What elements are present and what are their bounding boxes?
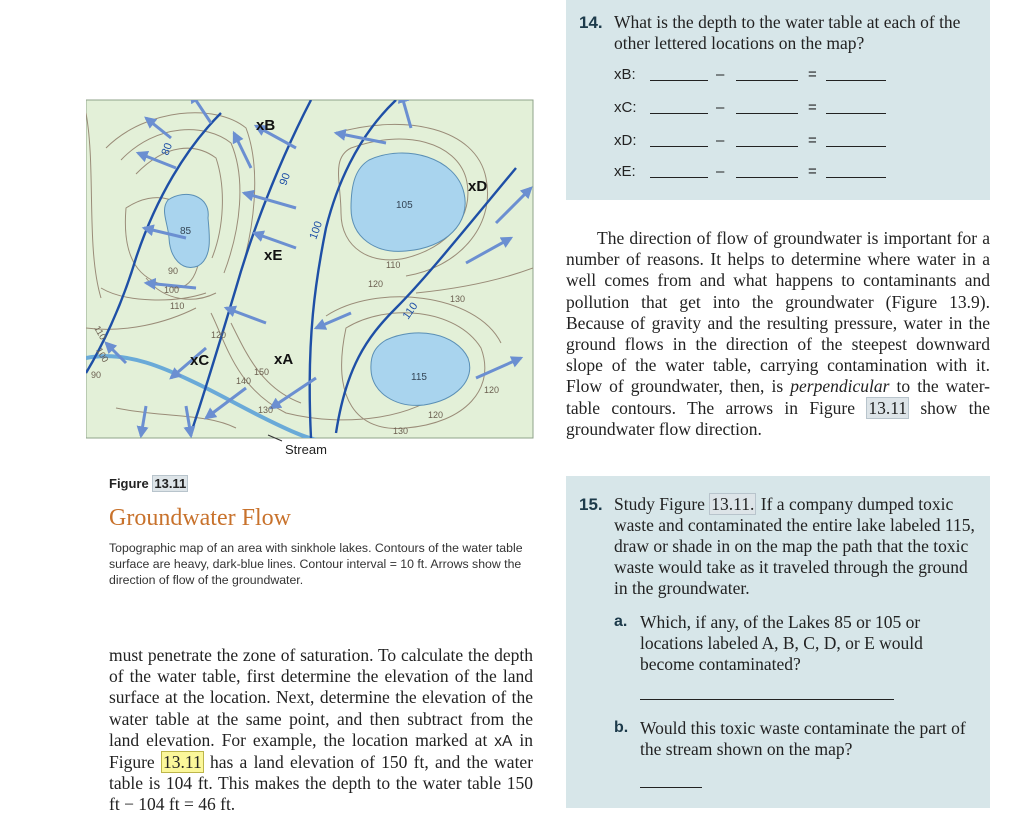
water-table-label: 110: [400, 300, 421, 322]
water-table-label: 100: [307, 219, 326, 242]
question-15-number: 15.: [579, 495, 603, 514]
figure-reference-link[interactable]: 13.11: [868, 397, 908, 418]
land-contour-label: 130: [450, 294, 466, 304]
paragraph-text: has a land elevation of 150 ft, and the water table is 104 ft. This makes the depth to the water table 150 ft − 104 ft = 46 ft.: [109, 752, 534, 815]
emphasis-text: perpendicular: [790, 376, 890, 397]
paragraph-text: show the groundwater flow direction.: [566, 397, 991, 439]
groundwater-flow-map: [86, 88, 536, 468]
answer-blank[interactable]: [650, 177, 708, 178]
location-xd: xD: [468, 178, 488, 195]
land-contour-label: 90: [168, 266, 179, 276]
answer-row-label: xE:: [614, 163, 636, 180]
answer-row-label: xB:: [614, 66, 636, 83]
figure-label-text: Figure: [109, 476, 149, 491]
location-xc: xC: [190, 352, 210, 369]
equals-sign: =: [808, 66, 817, 83]
answer-row-xb: [614, 66, 636, 83]
location-reference: xA: [494, 732, 513, 750]
land-contour-label: 110: [386, 260, 401, 270]
land-contour-label: 100: [94, 346, 111, 365]
question-15a-label: a.: [614, 613, 628, 630]
minus-sign: –: [716, 163, 725, 180]
land-contour-label: 140: [236, 376, 252, 386]
lake-label-85: 85: [180, 226, 192, 237]
answer-row-xd: [614, 132, 637, 149]
equals-sign: =: [808, 132, 817, 149]
lake-label-115: 115: [411, 372, 427, 383]
figure-reference-link[interactable]: 13.11: [162, 752, 202, 773]
paragraph-text: to the water-table contours. The arrows in Figure: [566, 376, 991, 418]
land-contour-label: 120: [428, 410, 444, 420]
land-contour-label: 130: [258, 405, 274, 415]
answer-blank[interactable]: [736, 146, 798, 147]
question-15b-text: Would this toxic waste contaminate the part of the stream shown on the map?: [640, 718, 966, 759]
minus-sign: –: [716, 66, 725, 83]
water-table-label: 80: [159, 141, 176, 158]
answer-blank[interactable]: [736, 113, 798, 114]
land-contour-label: 110: [92, 324, 109, 342]
question-text: If a company dumped toxic waste and contaminated the entire lake labeled 115, draw or shade in on the map the path that the toxic waste would take as it traveled through the ground in the groundwater.: [614, 494, 975, 598]
question-15a-text: Which, if any, of the Lakes 85 or 105 or locations labeled A, B, C, D, or E would become contaminated?: [640, 612, 923, 674]
answer-blank[interactable]: [650, 113, 708, 114]
land-contour-label: 120: [211, 330, 227, 340]
question-14-number: 14.: [579, 13, 603, 32]
answer-blank[interactable]: [826, 113, 886, 114]
question-14-text: What is the depth to the water table at each of the other lettered locations on the map?: [614, 12, 961, 53]
location-xb: xB: [256, 117, 276, 134]
answer-blank[interactable]: [650, 80, 708, 81]
flow-paragraph: [566, 228, 990, 440]
minus-sign: –: [716, 99, 725, 116]
location-xe: xE: [264, 247, 283, 264]
figure-title: Groundwater Flow: [109, 505, 291, 531]
question-15b-label: b.: [614, 719, 629, 736]
paragraph-text: must penetrate the zone of saturation. To calculate the depth of the water table, first determine the elevation of the land surface at the location. Next, determine the elevation of the water table at the same point, and then subtract from the land elevation. For example, the location marked at: [109, 645, 533, 750]
answer-15b-blank[interactable]: [640, 787, 702, 788]
equals-sign: =: [808, 99, 817, 116]
paragraph-text: The direction of flow of groundwater is important for a number of reasons. It helps to determine where water in a well comes from and what happens to contaminants and pollution that get into the groundwater (Figure 13.9). Because of gravity and the resulting pressure, water in the ground flows in the direction of the steepest downward slope of the water table, carrying contamination with it. Flow of groundwater, then, is: [566, 228, 990, 397]
answer-row-xe: [614, 163, 636, 180]
location-xa: xA: [274, 351, 294, 368]
answer-15a-blank[interactable]: [640, 699, 894, 700]
stream-label: Stream: [285, 442, 327, 457]
answer-row-label: xC:: [614, 99, 637, 116]
figure-label: [109, 476, 188, 491]
land-contour-label: 130: [393, 426, 409, 436]
answer-row-label: xD:: [614, 132, 637, 149]
land-contour-label: 100: [164, 285, 180, 295]
answer-blank[interactable]: [826, 80, 886, 81]
lake-label-105: 105: [396, 200, 413, 211]
question-text: Study Figure: [614, 494, 705, 514]
minus-sign: –: [716, 132, 725, 149]
answer-blank[interactable]: [736, 177, 798, 178]
body-paragraph: [109, 645, 533, 816]
figure-caption: Topographic map of an area with sinkhole lakes. Contours of the water table surface are heavy, dark-blue lines. Contour interval = 10 ft. Arrows show the direction of flow of the groundwater.: [109, 541, 523, 587]
land-contour-label: 150: [254, 367, 270, 377]
question-15-text: [614, 494, 976, 599]
figure-reference-link[interactable]: 13.11.: [711, 494, 755, 514]
figure-number: 13.11: [154, 476, 187, 491]
paragraph-text: in Figure: [109, 729, 533, 773]
answer-blank[interactable]: [826, 177, 886, 178]
water-table-label: 90: [277, 171, 294, 188]
land-contour-label: 120: [368, 279, 384, 289]
answer-blank[interactable]: [650, 146, 708, 147]
answer-blank[interactable]: [736, 80, 798, 81]
land-contour-label: 90: [91, 370, 102, 380]
answer-row-xc: [614, 99, 637, 116]
equals-sign: =: [808, 163, 817, 180]
answer-blank[interactable]: [826, 146, 886, 147]
land-contour-label: 110: [170, 301, 185, 311]
land-contour-label: 120: [484, 385, 500, 395]
